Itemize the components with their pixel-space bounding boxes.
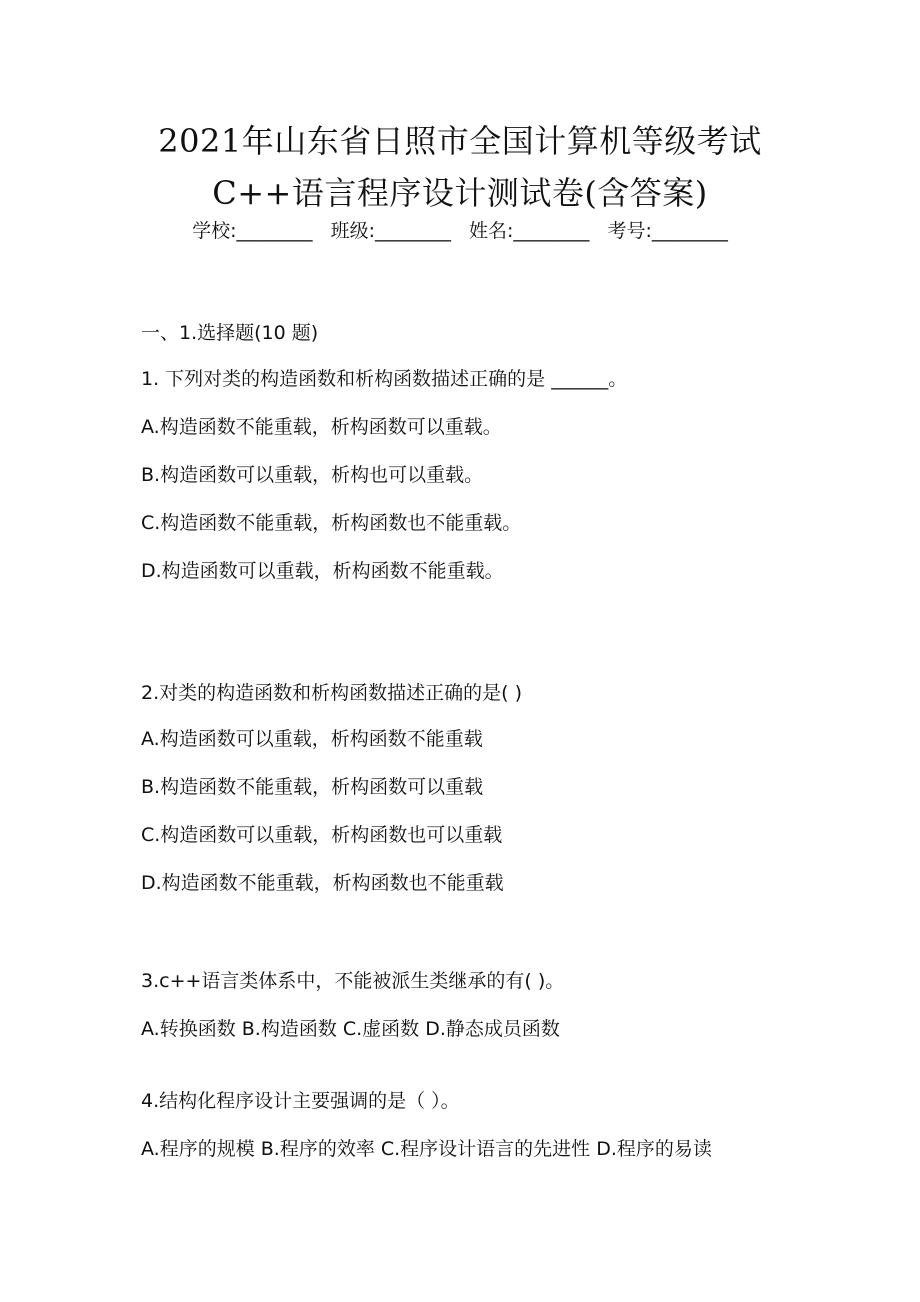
question-1-stem: 1. 下列对类的构造函数和析构函数描述正确的是 ______。 xyxy=(141,368,628,390)
exam-number-field: 考号:________ xyxy=(607,220,728,242)
school-field: 学校:________ xyxy=(192,220,313,242)
name-field: 姓名:________ xyxy=(469,220,590,242)
question-1-option-d: D.构造函数可以重载，析构函数不能重载。 xyxy=(141,560,504,582)
question-4-options: A.程序的规模 B.程序的效率 C.程序设计语言的先进性 D.程序的易读 xyxy=(141,1138,712,1160)
exam-title-line2: C++语言程序设计测试卷(含答案) xyxy=(212,174,708,212)
question-4-stem: 4.结构化程序设计主要强调的是（ ）。 xyxy=(141,1090,460,1112)
question-2-stem: 2.对类的构造函数和析构函数描述正确的是( ) xyxy=(141,682,522,704)
question-1-option-b: B.构造函数可以重载，析构也可以重载。 xyxy=(141,464,484,486)
question-2-option-b: B.构造函数不能重载，析构函数可以重载 xyxy=(141,776,484,798)
question-2-option-c: C.构造函数可以重载，析构函数也可以重载 xyxy=(141,824,503,846)
section-heading: 一、1.选择题(10 题) xyxy=(141,322,319,344)
question-1-option-c: C.构造函数不能重载，析构函数也不能重载。 xyxy=(141,512,522,534)
question-3-options: A.转换函数 B.构造函数 C.虚函数 D.静态成员函数 xyxy=(141,1018,560,1040)
question-2-option-d: D.构造函数不能重载，析构函数也不能重载 xyxy=(141,872,504,894)
question-3-stem: 3.c++语言类体系中，不能被派生类继承的有( )。 xyxy=(141,970,565,992)
class-field: 班级:________ xyxy=(330,220,451,242)
question-1-option-a: A.构造函数不能重载，析构函数可以重载。 xyxy=(141,416,502,438)
student-info-row xyxy=(0,216,920,243)
exam-title-line1: 2021年山东省日照市全国计算机等级考试 xyxy=(158,122,762,160)
question-2-option-a: A.构造函数可以重载，析构函数不能重载 xyxy=(141,728,483,750)
